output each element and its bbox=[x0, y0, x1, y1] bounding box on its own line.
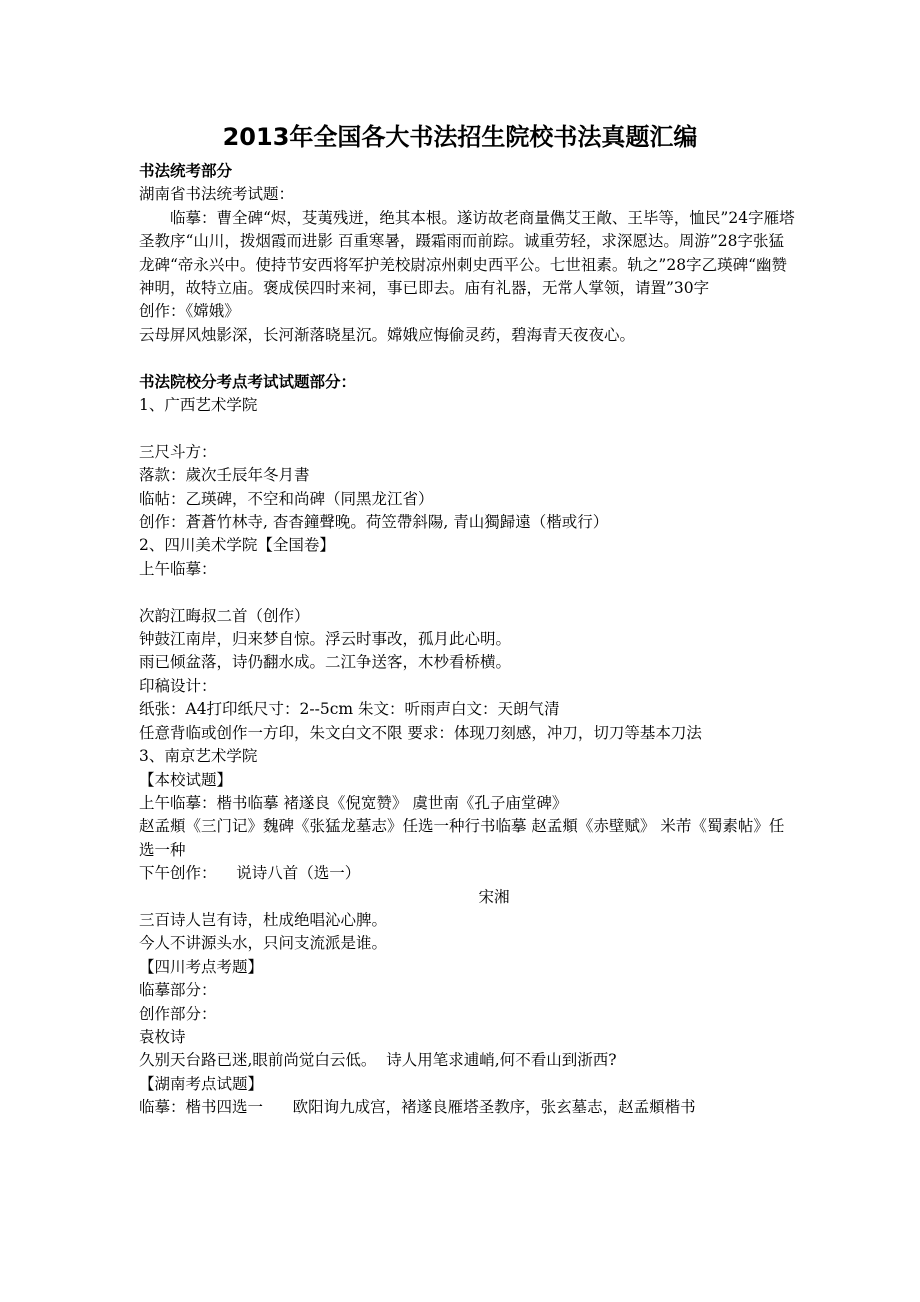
nanjing-list: 赵孟頫《三门记》魏碑《张猛龙墓志》任选一种行书临摹 赵孟頫《赤壁赋》 米芾《蜀素帖》任选一种 bbox=[139, 817, 785, 859]
change-poem: 云母屏风烛影深，长河渐落晓星沉。嫦娥应悔偷灵药，碧海青天夜夜心。 bbox=[139, 325, 636, 344]
nanjing-pm: 下午创作： 说诗八首（选一） bbox=[139, 864, 361, 883]
hunan-chuangzuo: 创作：《嫦娥》 bbox=[139, 302, 240, 321]
sichuan-paper: 纸张：A4打印纸尺寸：2--5cm 朱文：听雨声白文：天朗气清 bbox=[139, 700, 560, 719]
sichuan-poem-line-2: 雨已倾盆落，诗仍翻水成。二江争送客，木杪看桥横。 bbox=[139, 653, 512, 672]
guangxi-size: 三尺斗方： bbox=[139, 442, 217, 461]
guangxi-title: 1、广西艺术学院 bbox=[139, 396, 258, 415]
sichuan-seal-design: 印稿设计： bbox=[139, 676, 217, 695]
nanjing-poem-line-2: 今人不讲源头水，只问支流派是谁。 bbox=[139, 934, 388, 953]
sichuan-requirement: 任意背临或创作一方印，朱文白文不限 要求：体现刀刻感，冲刀，切刀等基本刀法 bbox=[139, 723, 702, 742]
sichuan-venue-linmo: 临摹部分： bbox=[139, 981, 217, 1000]
nanjing-author: 宋湘 bbox=[478, 887, 510, 906]
nanjing-title: 3、南京艺术学院 bbox=[139, 747, 258, 766]
spacer bbox=[139, 581, 799, 604]
document-body bbox=[139, 160, 799, 1120]
guangxi-lintie: 临帖：乙瑛碑，不空和尚碑（同黑龙江省） bbox=[139, 489, 434, 508]
sichuan-poem-title: 次韵江晦叔二首（创作） bbox=[139, 606, 310, 625]
section-heading-unified-exam: 书法统考部分 bbox=[139, 162, 233, 180]
guangxi-chuangzuo: 创作：蒼蒼竹林寺, 杳杳鐘聲晚。荷笠帶斜陽, 青山獨歸遠（楷或行） bbox=[139, 513, 609, 532]
document-title: 2013年全国各大书法招生院校书法真题汇编 bbox=[222, 123, 698, 151]
hunan-venue-heading: 【湖南考点试题】 bbox=[139, 1074, 264, 1093]
hunan-venue-linmo: 临摹：楷书四选一 欧阳询九成宫，褚遂良雁塔圣教序，张玄墓志，赵孟頫楷书 bbox=[139, 1098, 696, 1117]
spacer bbox=[139, 417, 799, 440]
hunan-linmo-paragraph: 临摹：曹全碑“烬，芟荑残迸，绝其本根。遂访故老商量儁艾王敞、王毕等，恤民”24字雁塔圣教序“山川，拨烟霞而进影 百重寒暑，蹑霜雨而前踪。诚重劳轻，求深愿达。周游”28字张猛龙碑“帝永兴中。使持节安西将军护羌校尉凉州刺史西平公。七世祖素。轨之”28字乙瑛碑“幽赞神明，故特立庙。褒成侯四时来祠，事已即去。庙有礼器，无常人掌领，请置”30字 bbox=[139, 208, 795, 298]
sichuan-venue-chuangzuo: 创作部分： bbox=[139, 1004, 217, 1023]
nanjing-school-exam: 【本校试题】 bbox=[139, 770, 233, 789]
guangxi-luokuan: 落款：歲次壬辰年冬月書 bbox=[139, 466, 310, 485]
yuanmei-title: 袁枚诗 bbox=[139, 1027, 186, 1046]
spacer bbox=[139, 347, 799, 370]
nanjing-poem-line-1: 三百诗人岂有诗，杜成绝唱沁心脾。 bbox=[139, 910, 388, 929]
sichuan-venue-heading: 【四川考点考题】 bbox=[139, 957, 264, 976]
sichuan-title: 2、四川美术学院【全国卷】 bbox=[139, 536, 335, 555]
yuanmei-poem: 久别天台路已迷,眼前尚觉白云低。 诗人用笔求逋峭,何不看山到浙西? bbox=[139, 1051, 617, 1070]
sichuan-poem-line-1: 钟鼓江南岸，归来梦自惊。浮云时事改，孤月此心明。 bbox=[139, 630, 512, 649]
hunan-exam-title: 湖南省书法统考试题： bbox=[139, 185, 295, 204]
section-heading-school-exams: 书法院校分考点考试试题部分： bbox=[139, 372, 357, 391]
nanjing-am: 上午临摹：楷书临摹 褚遂良《倪宽赞》 虞世南《孔子庙堂碑》 bbox=[139, 793, 568, 812]
sichuan-am: 上午临摹： bbox=[139, 559, 217, 578]
